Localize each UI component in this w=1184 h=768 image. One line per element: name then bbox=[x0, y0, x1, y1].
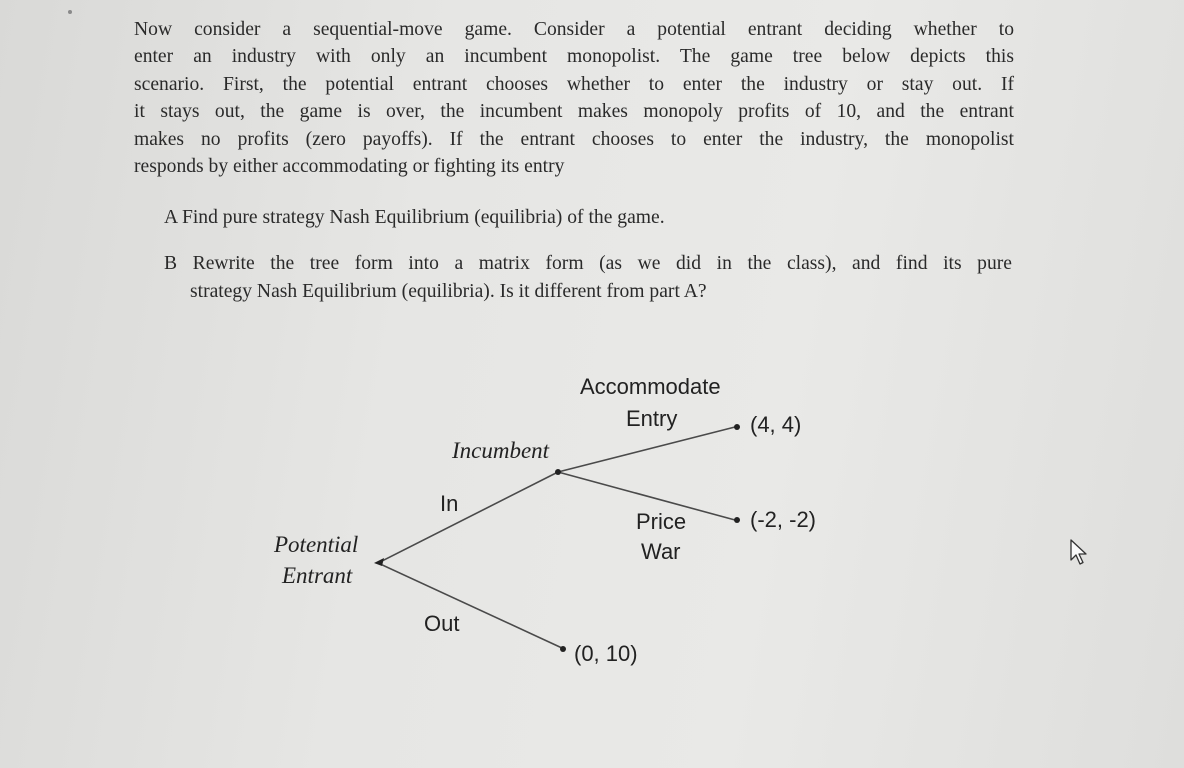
branch-in-line bbox=[378, 472, 558, 563]
intro-line: enter an industry with only an incumbent monopolist. The game tree below depicts this bbox=[134, 46, 1014, 68]
intro-line: makes no profits (zero payoffs). If the entrant chooses to enter the industry, the monopolist bbox=[134, 128, 1014, 150]
intro-line: it stays out, the game is over, the incumbent makes monopoly profits of 10, and the entrant bbox=[134, 101, 1014, 123]
root-player-label: Entrant bbox=[282, 563, 353, 588]
payoff-price-war: (-2, -2) bbox=[750, 507, 816, 532]
payoff-out: (0, 10) bbox=[574, 641, 638, 666]
mouse-pointer-icon bbox=[1068, 538, 1092, 568]
price-war-label: War bbox=[641, 539, 681, 564]
price-war-label: Price bbox=[636, 509, 687, 534]
intro-line: scenario. First, the potential entrant chooses whether to enter the industry or stay out. If bbox=[134, 73, 1014, 95]
payoff-node-icon bbox=[734, 424, 740, 430]
incumbent-node-icon bbox=[555, 469, 561, 475]
accommodate-label: Entry bbox=[626, 406, 678, 431]
payoff-node-icon bbox=[560, 646, 566, 652]
question-a: A Find pure strategy Nash Equilibrium (equilibria) of the game. bbox=[164, 207, 665, 228]
branch-out-label: Out bbox=[424, 611, 460, 636]
accommodate-label: Accommodate bbox=[580, 374, 721, 399]
intro-line: Now consider a sequential-move game. Consider a potential entrant deciding whether to bbox=[134, 19, 1014, 40]
incumbent-label: Incumbent bbox=[452, 438, 550, 463]
root-player-label: Potential bbox=[274, 532, 359, 557]
branch-out-line bbox=[378, 563, 562, 648]
intro-line: responds by either accommodating or fighting its entry bbox=[134, 156, 565, 178]
question-b-line: B Rewrite the tree form into a matrix form (as we did in the class), and find its pure bbox=[164, 253, 1012, 274]
question-b-line: strategy Nash Equilibrium (equilibria). Is it different from part A? bbox=[190, 280, 707, 302]
payoff-accommodate: (4, 4) bbox=[750, 412, 802, 437]
branch-in-label: In bbox=[440, 491, 459, 516]
payoff-node-icon bbox=[734, 517, 740, 523]
